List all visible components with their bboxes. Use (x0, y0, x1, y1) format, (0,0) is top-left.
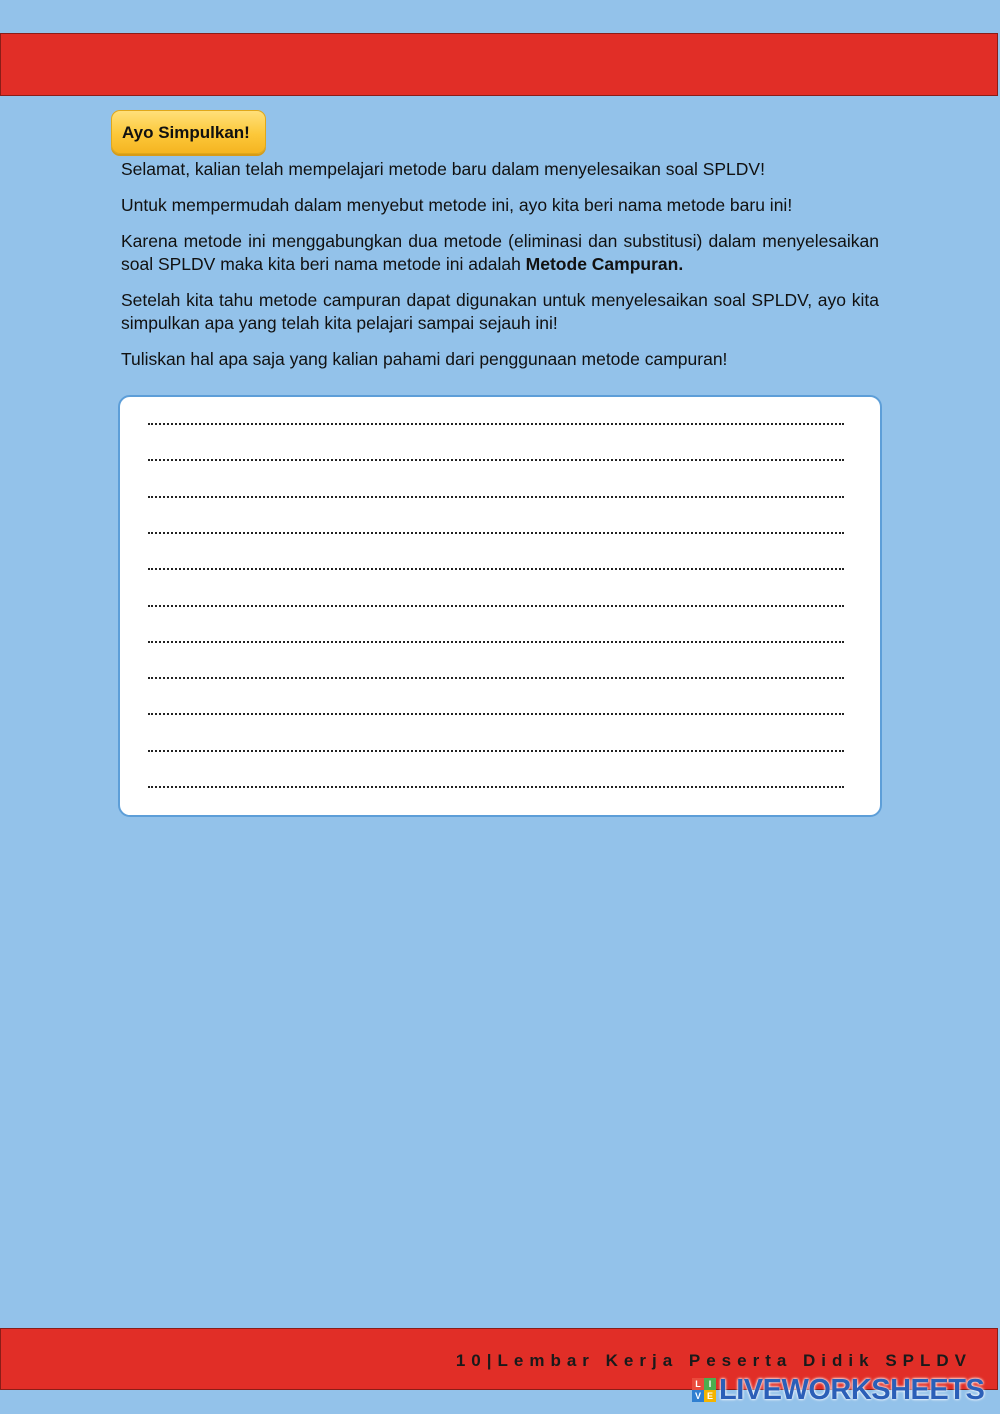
logo-square: L (692, 1378, 704, 1390)
method-name: Metode Campuran. (525, 254, 684, 274)
instruction-text (121, 158, 879, 384)
answer-line[interactable] (148, 713, 844, 715)
section-badge: Ayo Simpulkan! (111, 110, 266, 154)
logo-square: I (704, 1378, 716, 1390)
answer-line[interactable] (148, 423, 844, 425)
answer-line[interactable] (148, 750, 844, 752)
logo-square: E (704, 1390, 716, 1402)
footer-page-title: 10|Lembar Kerja Peserta Didik SPLDV (455, 1351, 972, 1370)
paragraph-greeting: Selamat, kalian telah mempelajari metode baru dalam menyelesaikan soal SPLDV! (121, 159, 765, 179)
answer-line[interactable] (148, 568, 844, 570)
paragraph-naming: Untuk mempermudah dalam menyebut metode ini, ayo kita beri nama metode baru ini! (121, 195, 793, 215)
answer-line[interactable] (148, 605, 844, 607)
paragraph-summary: Setelah kita tahu metode campuran dapat digunakan untuk menyelesaikan soal SPLDV, ayo kita simpulkan apa yang telah kita pelajari sampai sejauh ini! (121, 290, 879, 333)
answer-line[interactable] (148, 641, 844, 643)
logo-square: V (692, 1390, 704, 1402)
liveworksheets-logo-icon (692, 1378, 716, 1402)
paragraph-method (121, 230, 879, 276)
answer-line[interactable] (148, 786, 844, 788)
top-header-bar (0, 33, 998, 96)
paragraph-task: Tuliskan hal apa saja yang kalian pahami dari penggunaan metode campuran! (121, 349, 728, 369)
answer-line[interactable] (148, 496, 844, 498)
liveworksheets-brand (692, 1373, 984, 1407)
answer-line[interactable] (148, 677, 844, 679)
brand-name: LIVEWORKSHEETS (719, 1373, 985, 1406)
paragraph-method-text: Karena metode ini menggabungkan dua metode (eliminasi dan substitusi) dalam menyelesaikan soal SPLDV maka kita beri nama metode ini adalah (121, 231, 879, 274)
answer-line[interactable] (148, 532, 844, 534)
answer-box[interactable] (118, 395, 882, 817)
answer-line[interactable] (148, 459, 844, 461)
